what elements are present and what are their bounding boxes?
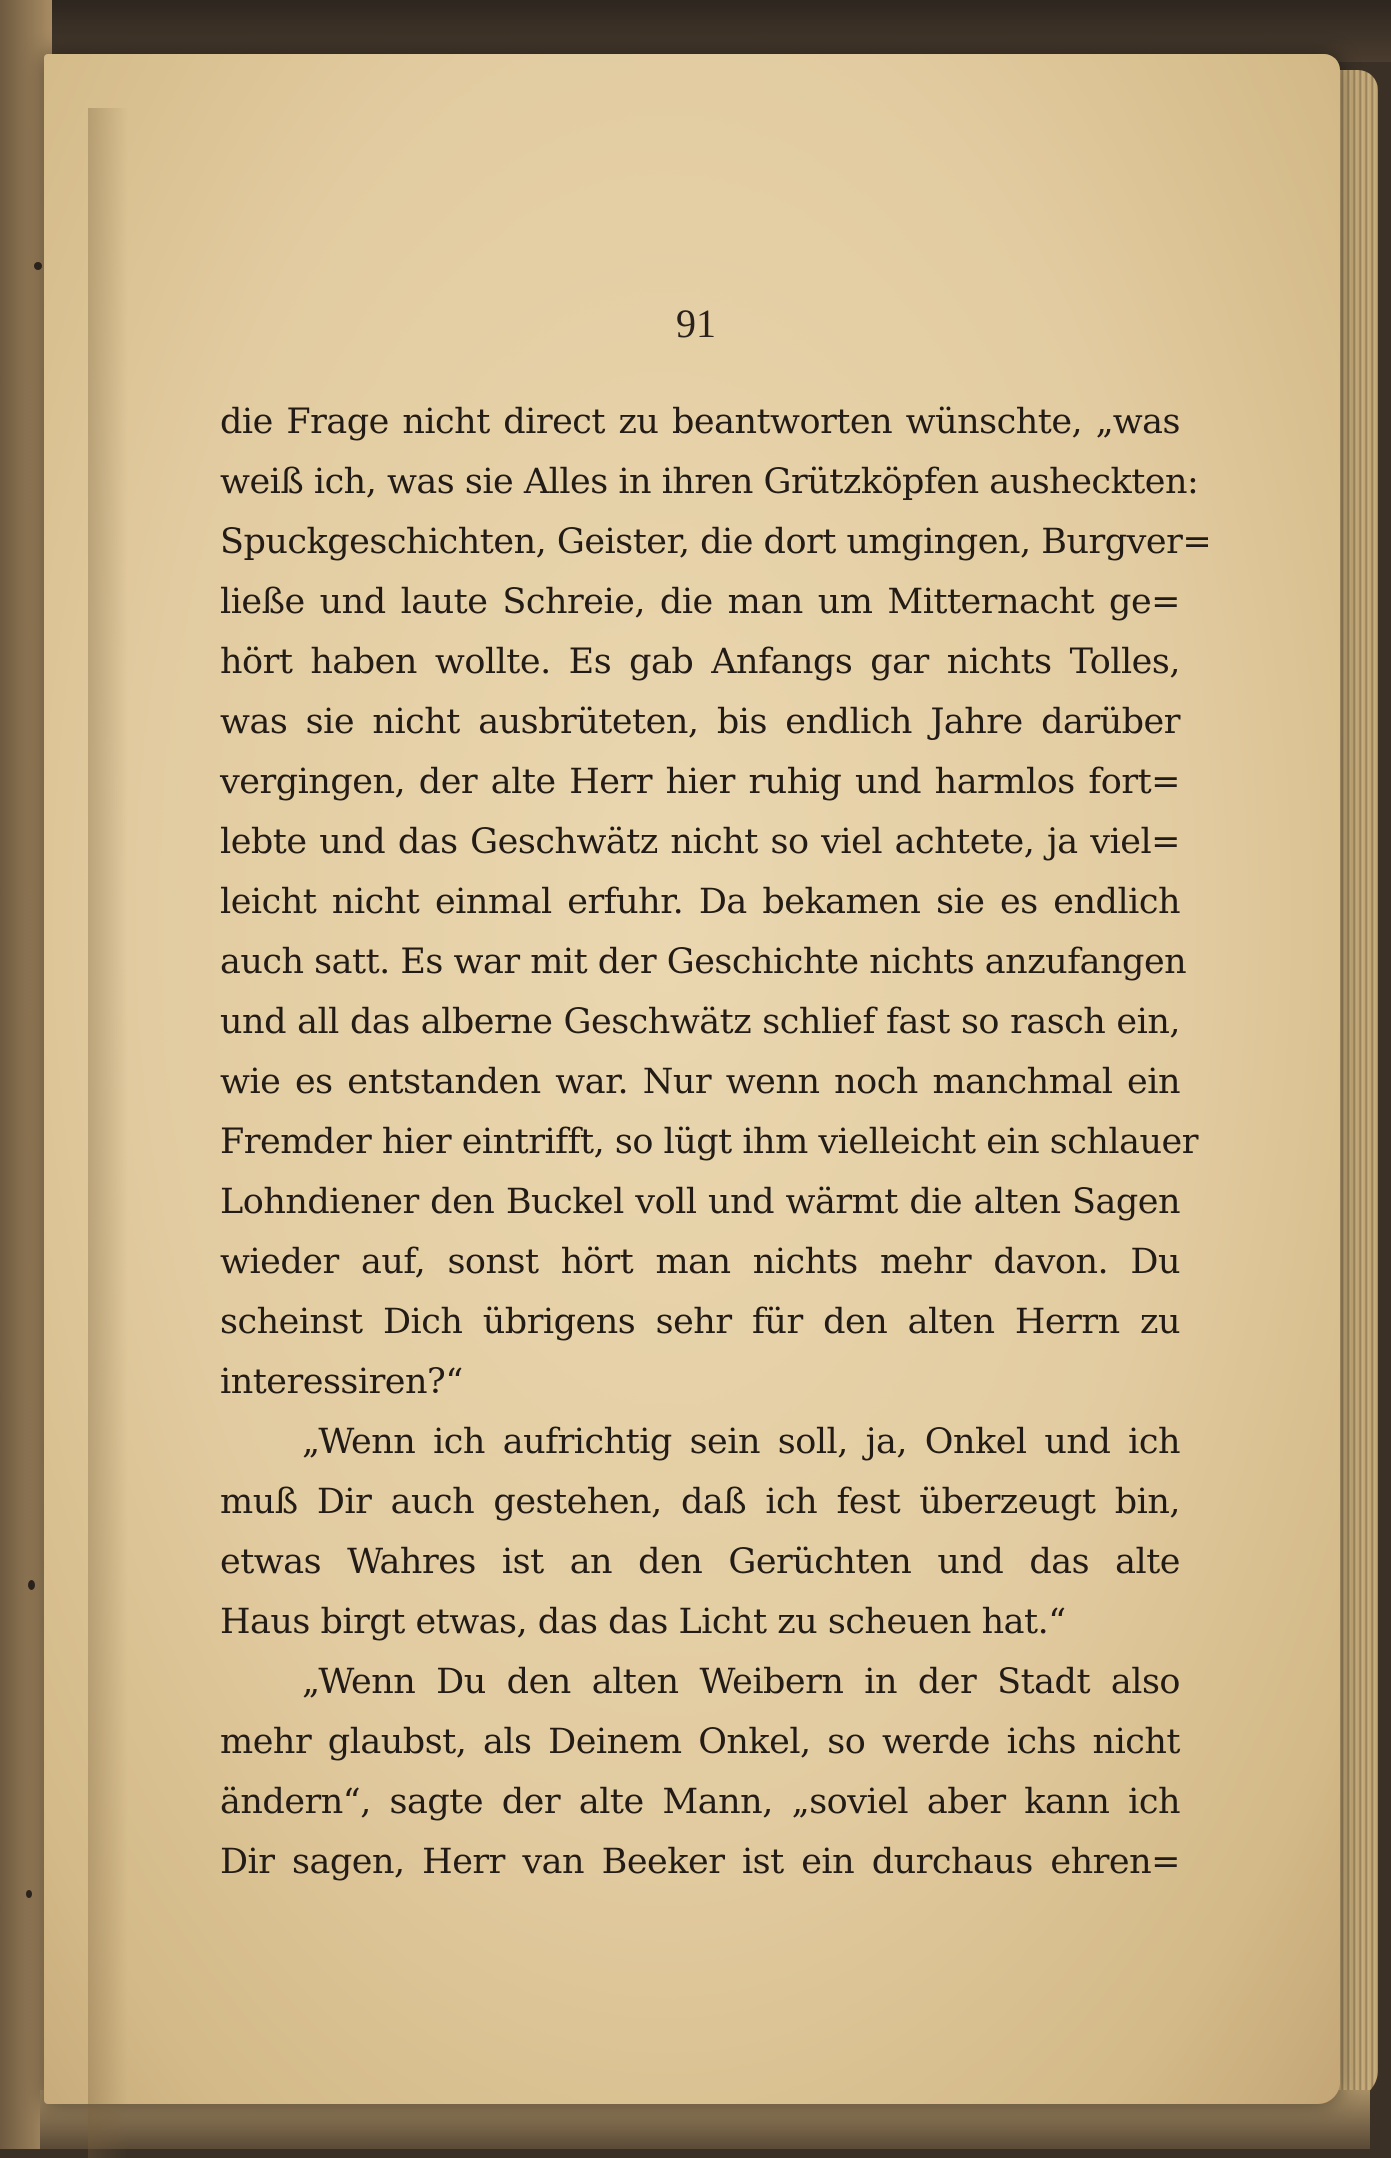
text-line: vergingen, der alte Herr hier ruhig und harmlos fort= bbox=[220, 762, 1180, 802]
text-line: interessiren?“ bbox=[220, 1362, 463, 1402]
page-number: 91 bbox=[676, 301, 716, 346]
text-line: Spuckgeschichten, Geister, die dort umgingen, Burgver= bbox=[220, 522, 1212, 562]
text-line: lebte und das Geschwätz nicht so viel achtete, ja viel= bbox=[220, 822, 1180, 862]
book-page bbox=[44, 54, 1340, 2104]
text-line: muß Dir auch gestehen, daß ich fest überzeugt bin, bbox=[220, 1482, 1180, 1522]
text-line: wieder auf, sonst hört man nichts mehr davon. Du bbox=[220, 1242, 1180, 1282]
ink-speck bbox=[34, 262, 42, 270]
ink-speck bbox=[26, 1890, 32, 1898]
gutter-shadow bbox=[88, 108, 128, 2158]
text-line: was sie nicht ausbrüteten, bis endlich Jahre darüber bbox=[220, 702, 1180, 742]
text-line: scheinst Dich übrigens sehr für den alten Herrn zu bbox=[220, 1302, 1180, 1342]
text-line: und all das alberne Geschwätz schlief fast so rasch ein, bbox=[220, 1002, 1180, 1042]
page-text bbox=[220, 392, 1212, 1892]
text-line: auch satt. Es war mit der Geschichte nichts anzufangen bbox=[220, 942, 1187, 982]
text-line: „Wenn Du den alten Weibern in der Stadt also bbox=[302, 1662, 1180, 1702]
book-top-edge bbox=[0, 0, 1391, 62]
text-line: leicht nicht einmal erfuhr. Da bekamen sie es endlich bbox=[220, 882, 1180, 922]
text-line: Dir sagen, Herr van Beeker ist ein durchaus ehren= bbox=[220, 1842, 1180, 1882]
text-line: Haus birgt etwas, das das Licht zu scheuen hat.“ bbox=[220, 1602, 1066, 1642]
text-line: wie es entstanden war. Nur wenn noch manchmal ein bbox=[220, 1062, 1180, 1102]
text-line: „Wenn ich aufrichtig sein soll, ja, Onkel und ich bbox=[302, 1422, 1180, 1462]
text-line: die Frage nicht direct zu beantworten wünschte, „was bbox=[220, 402, 1180, 442]
ink-speck bbox=[28, 1580, 35, 1590]
text-line: etwas Wahres ist an den Gerüchten und das alte bbox=[220, 1542, 1180, 1582]
text-line: Fremder hier eintrifft, so lügt ihm vielleicht ein schlauer bbox=[220, 1122, 1198, 1162]
text-line: hört haben wollte. Es gab Anfangs gar nichts Tolles, bbox=[220, 642, 1180, 682]
text-line: weiß ich, was sie Alles in ihren Grützköpfen ausheckten: bbox=[220, 462, 1199, 502]
text-line: ließe und laute Schreie, die man um Mitternacht ge= bbox=[220, 582, 1180, 622]
text-line: mehr glaubst, als Deinem Onkel, so werde ichs nicht bbox=[220, 1722, 1180, 1762]
text-line: ändern“, sagte der alte Mann, „soviel aber kann ich bbox=[220, 1782, 1180, 1822]
text-line: Lohndiener den Buckel voll und wärmt die alten Sagen bbox=[220, 1182, 1180, 1222]
